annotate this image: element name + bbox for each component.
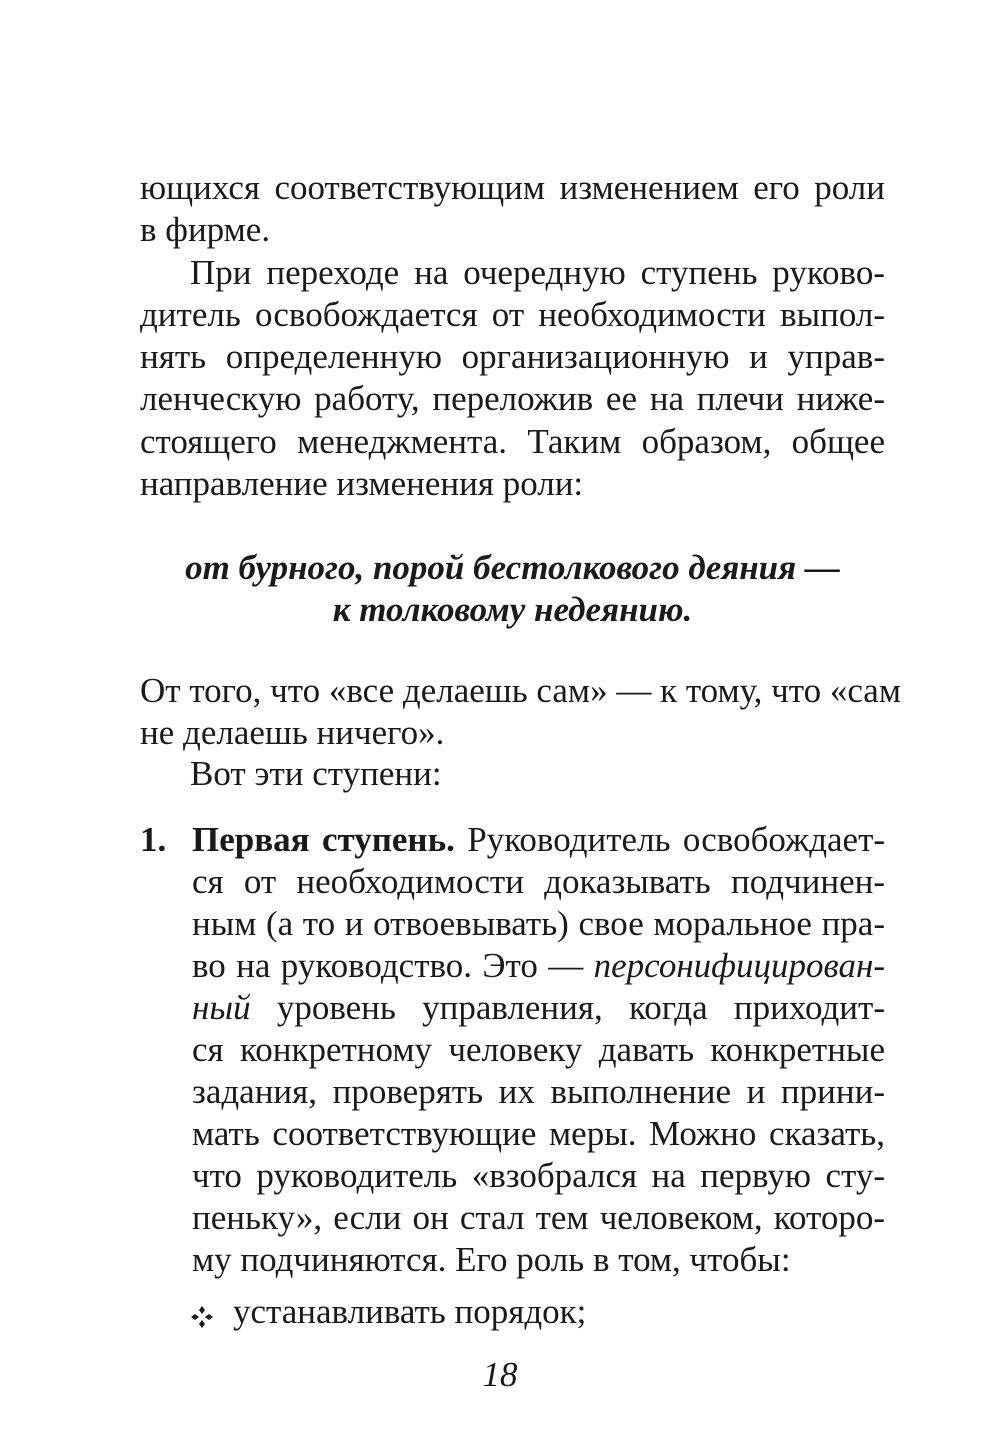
list-item-line-6: ся конкретному человеку давать конкретные	[192, 1030, 885, 1069]
page-number: 18	[482, 1355, 518, 1394]
paragraph-2-line-2: дитель освобождается от необходимости выпол-	[140, 295, 885, 334]
paragraph-2-line-6: направление изменения роли:	[140, 464, 584, 503]
list-item-line-4	[192, 944, 885, 988]
list-item-line-4-start: во на руководство. Это —	[192, 946, 584, 985]
list-item-line-5	[192, 986, 885, 1030]
bullet-text: устанавливать порядок;	[233, 1292, 587, 1331]
list-item-line-5-italic: ный	[192, 988, 251, 1027]
paragraph-2-line-1: При переходе на очередную ступень руково-	[190, 253, 885, 292]
motto-line-2: к толковому недеянию.	[332, 590, 693, 629]
list-item-line-1	[192, 818, 885, 862]
paragraph-3-line-1: От того, что «все делаешь сам» — к тому, что «сам	[140, 671, 901, 710]
list-item-line-2: ся от необходимости доказывать подчинен-	[192, 862, 885, 901]
paragraph-2-line-4: ленческую работу, переложив ее на плечи ниже-	[140, 379, 885, 418]
paragraph-2-line-3: нять определенную организационную и управ-	[140, 337, 885, 376]
paragraph-2-line-5: стоящего менеджмента. Таким образом, общее	[140, 422, 885, 461]
list-item-line-5-rest: уровень управления, когда приходит-	[276, 988, 885, 1027]
list-item-heading: Первая ступень.	[192, 820, 455, 859]
paragraph-1-line-2: в фирме.	[140, 210, 271, 249]
list-item-line-10: пеньку», если он стал тем человеком, которо-	[192, 1198, 885, 1237]
paragraph-1-line-1: ющихся соответствующим изменением его роли	[140, 168, 885, 207]
paragraph-3-line-2: не делаешь ничего».	[140, 713, 445, 752]
list-item-line-11: му подчиняются. Его роль в том, чтобы:	[192, 1240, 791, 1279]
list-item-number: 1.	[140, 820, 167, 859]
list-item-line-3: ным (а то и отвоевывать) свое моральное пра-	[192, 904, 885, 943]
list-item-line-1-rest: Руководитель освобождает-	[467, 820, 886, 859]
four-diamond-bullet-icon	[190, 1305, 214, 1329]
list-item-line-7: задания, проверять их выполнение и прини-	[192, 1072, 885, 1111]
motto-line-1: от бурного, порой бестолкового деяния —	[185, 548, 840, 587]
list-item-line-4-italic: персонифицирован-	[593, 946, 886, 985]
list-item-line-8: мать соответствующие меры. Можно сказать,	[192, 1114, 885, 1153]
paragraph-4: Вот эти ступени:	[190, 754, 442, 793]
list-item-line-9: что руководитель «взобрался на первую сту-	[192, 1156, 885, 1195]
